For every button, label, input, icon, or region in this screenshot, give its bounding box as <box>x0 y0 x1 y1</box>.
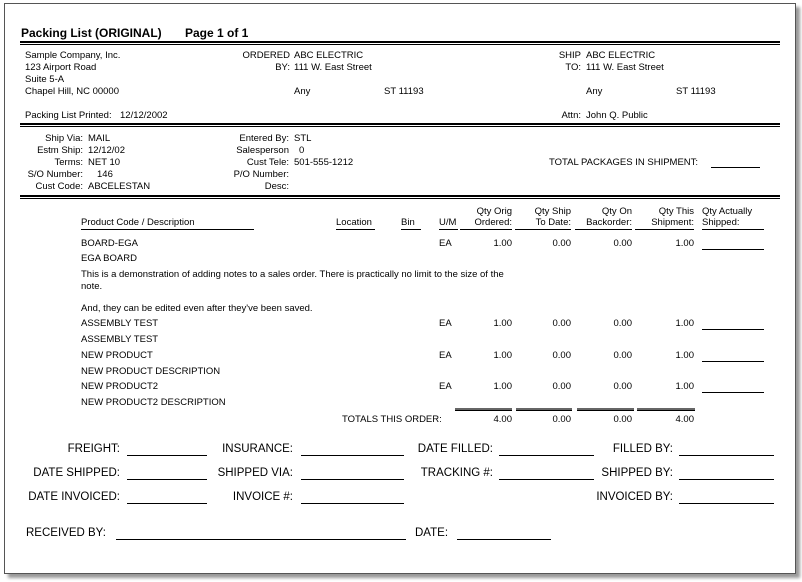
company-name: Sample Company, Inc. <box>25 50 121 61</box>
divider <box>20 195 780 199</box>
invoiced-by-field[interactable] <box>679 503 774 504</box>
line-item-shipment: 1.00 <box>675 381 694 392</box>
insurance-field[interactable] <box>301 455 404 456</box>
company-city: Chapel Hill, NC 00000 <box>25 86 119 97</box>
ship-to-name: ABC ELECTRIC <box>586 50 656 61</box>
insurance-label: INSURANCE: <box>222 443 293 455</box>
line-item-description: EGA BOARD <box>81 253 137 264</box>
col-qty-ship-2: To Date: <box>515 217 571 230</box>
invoice-number-field[interactable] <box>301 503 404 504</box>
line-item-orig: 1.00 <box>493 350 512 361</box>
line-item-shipment: 1.00 <box>675 238 694 249</box>
line-item-um: EA <box>439 318 452 329</box>
received-by-field[interactable] <box>116 539 406 540</box>
line-item-code: NEW PRODUCT <box>81 350 153 361</box>
col-qty-orig-1: Qty Orig <box>476 206 512 217</box>
qty-actual-blank[interactable] <box>702 329 764 330</box>
date-shipped-label: DATE SHIPPED: <box>33 467 120 479</box>
shipped-by-field[interactable] <box>679 479 774 480</box>
cust-code-value: ABCELESTAN <box>88 181 151 192</box>
cust-tele-value: 501-555-1212 <box>294 157 354 168</box>
ordered-label: ORDERED <box>242 50 290 61</box>
line-item-todate: 0.00 <box>552 381 571 392</box>
date-filled-label: DATE FILLED: <box>417 443 493 455</box>
ordered-by-name: ABC ELECTRIC <box>294 50 364 61</box>
terms-value: NET 10 <box>88 157 121 168</box>
line-item-shipment: 1.00 <box>675 350 694 361</box>
received-by-label: RECEIVED BY: <box>26 527 106 539</box>
estm-ship-label: Estm Ship: <box>37 145 83 156</box>
invoiced-by-label: INVOICED BY: <box>596 491 673 503</box>
divider <box>20 41 780 45</box>
totals-shipment: 4.00 <box>675 414 694 425</box>
line-item-orig: 1.00 <box>493 238 512 249</box>
qty-actual-blank[interactable] <box>702 392 764 393</box>
line-item-backorder: 0.00 <box>613 318 632 329</box>
filled-by-label: FILLED BY: <box>612 443 673 455</box>
totals-todate: 0.00 <box>552 414 571 425</box>
invoice-number-label: INVOICE #: <box>232 491 293 503</box>
freight-label: FREIGHT: <box>67 443 120 455</box>
qty-actual-blank[interactable] <box>702 361 764 362</box>
col-um: U/M <box>439 217 457 228</box>
total-packages-blank[interactable] <box>711 167 760 168</box>
line-item-todate: 0.00 <box>552 350 571 361</box>
freight-field[interactable] <box>127 455 207 456</box>
packing-list-page <box>4 3 796 574</box>
cust-code-label: Cust Code: <box>35 181 83 192</box>
so-number-label: S/O Number: <box>27 169 83 180</box>
ship-to-state-zip: ST 11193 <box>676 86 716 97</box>
ordered-by-state-zip: ST 11193 <box>384 86 424 97</box>
totals-orig: 4.00 <box>493 414 512 425</box>
totals-rule <box>637 408 695 411</box>
salesperson-value: 0 <box>299 145 305 156</box>
qty-actual-blank[interactable] <box>702 249 764 250</box>
ordered-by-label: BY: <box>275 62 290 73</box>
line-item-backorder: 0.00 <box>613 381 632 392</box>
totals-rule <box>455 408 512 411</box>
shipped-via-label: SHIPPED VIA: <box>217 467 293 479</box>
line-item-todate: 0.00 <box>552 318 571 329</box>
shipped-via-field[interactable] <box>301 479 404 480</box>
date-invoiced-label: DATE INVOICED: <box>28 491 120 503</box>
po-number-label: P/O Number: <box>233 169 289 180</box>
line-note: And, they can be edited even after they've been saved. <box>81 303 313 314</box>
line-item-description: NEW PRODUCT DESCRIPTION <box>81 366 221 377</box>
line-item-orig: 1.00 <box>493 318 512 329</box>
estm-ship-value: 12/12/02 <box>88 145 125 156</box>
attn-label: Attn: <box>561 110 581 121</box>
ship-to-label: TO: <box>565 62 581 73</box>
terms-label: Terms: <box>54 157 83 168</box>
cust-tele-label: Cust Tele: <box>246 157 289 168</box>
totals-rule <box>577 408 634 411</box>
totals-rule <box>516 408 572 411</box>
line-item-shipment: 1.00 <box>675 318 694 329</box>
date-filled-field[interactable] <box>499 455 594 456</box>
col-qty-actual-1: Qty Actually <box>702 206 753 217</box>
ordered-by-street: 111 W. East Street <box>294 62 372 73</box>
ship-to-city: Any <box>586 86 603 97</box>
entered-by-value: STL <box>294 133 312 144</box>
line-item-backorder: 0.00 <box>613 350 632 361</box>
col-product: Product Code / Description <box>81 217 254 230</box>
shipped-by-label: SHIPPED BY: <box>601 467 673 479</box>
line-item-todate: 0.00 <box>552 238 571 249</box>
col-qty-orig-2: Ordered: <box>460 217 512 230</box>
total-packages-label: TOTAL PACKAGES IN SHIPMENT: <box>549 157 699 168</box>
ordered-by-city: Any <box>294 86 311 97</box>
col-qty-on-1: Qty On <box>601 206 632 217</box>
company-address-2: Suite 5-A <box>25 74 65 85</box>
ship-via-value: MAIL <box>88 133 111 144</box>
line-item-code: ASSEMBLY TEST <box>81 318 159 329</box>
company-address-1: 123 Airport Road <box>25 62 97 73</box>
line-item-description: ASSEMBLY TEST <box>81 334 159 345</box>
page-number: Page 1 of 1 <box>185 26 249 40</box>
line-item-description: NEW PRODUCT2 DESCRIPTION <box>81 397 226 408</box>
line-item-um: EA <box>439 350 452 361</box>
line-item-um: EA <box>439 381 452 392</box>
date-invoiced-field[interactable] <box>127 503 207 504</box>
line-item-um: EA <box>439 238 452 249</box>
date-label: DATE: <box>415 527 449 539</box>
col-qty-on-2: Backorder: <box>575 217 632 230</box>
salesperson-label: Salesperson <box>236 145 289 156</box>
attn-name: John Q. Public <box>586 110 648 121</box>
col-qty-actual-2: Shipped: <box>702 217 764 230</box>
ship-to-street: 111 W. East Street <box>586 62 664 73</box>
line-item-orig: 1.00 <box>493 381 512 392</box>
col-qty-this-1: Qty This <box>658 206 694 217</box>
totals-backorder: 0.00 <box>613 414 632 425</box>
so-number-value: 146 <box>97 169 113 180</box>
divider <box>20 123 780 127</box>
totals-label: TOTALS THIS ORDER: <box>342 414 442 425</box>
col-bin: Bin <box>401 217 421 230</box>
col-location: Location <box>336 217 375 230</box>
line-item-code: BOARD-EGA <box>81 238 139 249</box>
col-qty-ship-1: Qty Ship <box>534 206 571 217</box>
col-qty-this-2: Shipment: <box>635 217 694 230</box>
line-note: note. <box>81 281 103 292</box>
line-item-code: NEW PRODUCT2 <box>81 381 159 392</box>
printed-label: Packing List Printed: <box>25 110 112 121</box>
document-title: Packing List (ORIGINAL) <box>21 26 162 40</box>
line-item-backorder: 0.00 <box>613 238 632 249</box>
printed-date: 12/12/2002 <box>120 110 168 121</box>
filled-by-field[interactable] <box>679 455 774 456</box>
date-shipped-field[interactable] <box>127 479 207 480</box>
ship-via-label: Ship Via: <box>45 133 83 144</box>
tracking-field[interactable] <box>499 479 594 480</box>
tracking-label: TRACKING #: <box>420 467 493 479</box>
date-field[interactable] <box>457 539 551 540</box>
desc-label: Desc: <box>264 181 289 192</box>
entered-by-label: Entered By: <box>239 133 289 144</box>
line-note: This is a demonstration of adding notes to a sales order. There is practically no limit to the size of the <box>81 269 504 280</box>
ship-label: SHIP <box>558 50 581 61</box>
